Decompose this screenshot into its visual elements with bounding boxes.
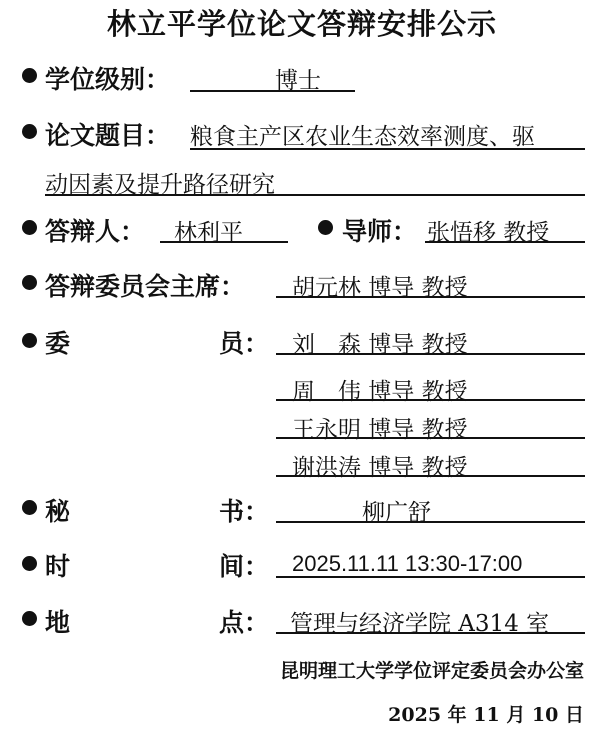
issuing-office: 昆明理工大学学位评定委员会办公室 — [279, 660, 584, 682]
bullet-icon — [22, 333, 37, 348]
time-label-b: 间： — [219, 552, 270, 581]
place-label-b: 点： — [219, 608, 270, 637]
issue-date: 2025 年 11 月 10 日 — [388, 704, 584, 726]
time-label-a: 时 — [45, 552, 71, 581]
degree-value: 博士 — [275, 68, 321, 94]
member-item: 周 伟 博导 教授 — [292, 379, 468, 405]
page-title: 林立平学位论文答辩安排公示 — [106, 7, 497, 41]
time-value: 2025.11.11 13:30-17:00 — [292, 551, 523, 576]
secretary-label-a: 秘 — [45, 497, 71, 526]
member-item: 谢洪涛 博导 教授 — [292, 455, 468, 481]
bullet-icon — [22, 611, 37, 626]
thesis-label: 论文题目： — [45, 121, 171, 150]
defendant-value: 林利平 — [174, 220, 243, 246]
thesis-underline-1 — [190, 148, 585, 150]
members-label-b: 员： — [219, 329, 270, 358]
members-label-a: 委 — [45, 329, 71, 358]
advisor-value: 张悟移 教授 — [427, 220, 550, 246]
member-underline — [276, 475, 585, 477]
degree-underline — [190, 90, 355, 92]
chair-value: 胡元林 博导 教授 — [292, 275, 468, 301]
member-item: 王永明 博导 教授 — [292, 417, 468, 443]
bullet-icon — [22, 220, 37, 235]
thesis-title-line1: 粮食主产区农业生态效率测度、驱 — [190, 124, 535, 150]
degree-label: 学位级别： — [45, 65, 171, 94]
member-underline — [276, 437, 585, 439]
member-item: 刘 森 博导 教授 — [292, 332, 468, 358]
secretary-label-b: 书： — [219, 497, 270, 526]
secretary-value: 柳广舒 — [362, 500, 431, 526]
advisor-label: 导师： — [342, 217, 418, 246]
bullet-icon — [22, 556, 37, 571]
place-label-a: 地 — [45, 608, 71, 637]
bullet-icon — [22, 275, 37, 290]
bullet-icon — [318, 220, 333, 235]
thesis-title-line2: 动因素及提升路径研究 — [45, 172, 275, 198]
bullet-icon — [22, 124, 37, 139]
thesis-underline-2 — [45, 194, 585, 196]
bullet-icon — [22, 500, 37, 515]
bullet-icon — [22, 68, 37, 83]
member-underline — [276, 399, 585, 401]
defendant-label: 答辩人： — [45, 217, 146, 246]
chair-label: 答辩委员会主席： — [45, 272, 246, 301]
member-underline — [276, 353, 585, 355]
place-value: 管理与经济学院 A314 室 — [290, 611, 550, 637]
